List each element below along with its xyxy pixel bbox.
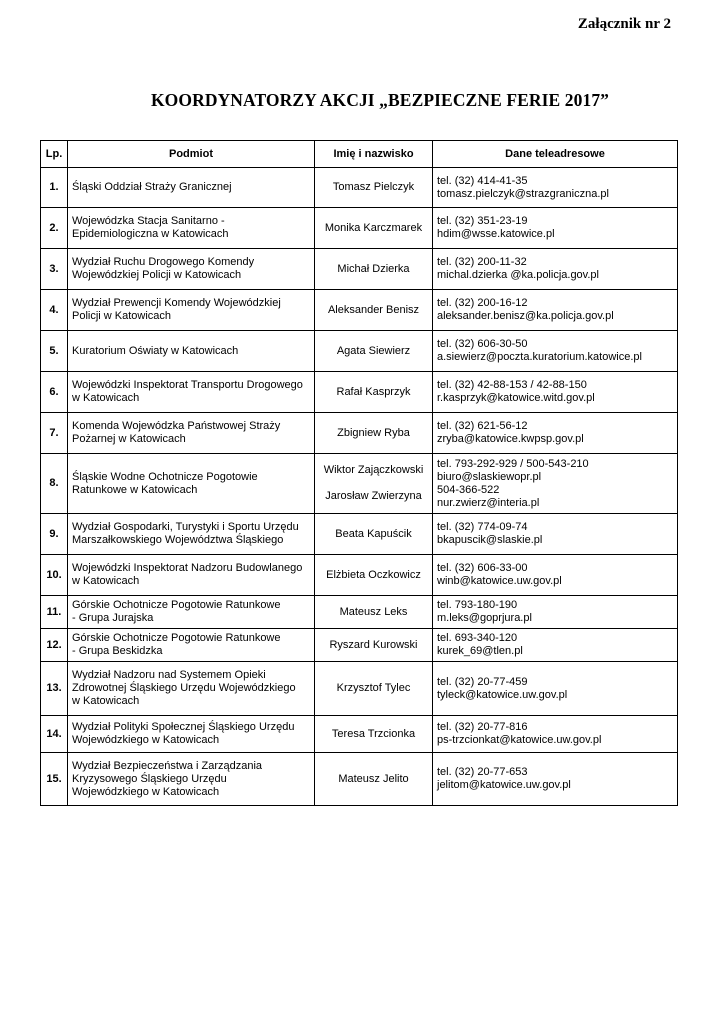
- contact-line: tel. 793-292-929 / 500-543-210: [437, 457, 589, 470]
- cell-subject: [68, 290, 315, 331]
- cell-lp: 14.: [41, 716, 68, 753]
- person-name: Tomasz Pielczyk: [332, 181, 415, 193]
- table-row: [41, 413, 678, 454]
- subject-line: Kuratorium Oświaty w Katowicach: [72, 344, 239, 357]
- contact-line: ps-trzcionkat@katowice.uw.gov.pl: [437, 734, 602, 746]
- cell-subject: [68, 454, 315, 514]
- cell-subject: [68, 716, 315, 753]
- person-name: Rafał Kasprzyk: [336, 385, 411, 398]
- subject-line: Epidemiologiczna w Katowicach: [72, 228, 229, 240]
- subject-line: Górskie Ochotnicze Pogotowie Ratunkowe: [72, 599, 281, 611]
- person-name: Zbigniew Ryba: [337, 426, 410, 439]
- cell-name: [315, 555, 433, 596]
- subject-line: Wydział Nadzoru nad Systemem Opieki: [72, 669, 266, 681]
- contact-line: m.leks@goprjura.pl: [437, 612, 532, 624]
- contact-line: tel. (32) 621-56-12: [437, 420, 528, 432]
- cell-lp: 6.: [41, 372, 68, 413]
- table-row: [41, 168, 678, 208]
- subject-line: Kryzysowego Śląskiego Urzędu: [72, 772, 227, 785]
- person-name: Monika Karczmarek: [324, 221, 423, 234]
- contact-line: tel. 693-340-120: [437, 632, 518, 644]
- cell-lp: 10.: [41, 555, 68, 596]
- subject-line: Wojewódzki Inspektorat Nadzoru Budowlanego: [72, 562, 303, 574]
- contact-line: 504-366-522: [437, 483, 500, 496]
- cell-subject: [68, 168, 315, 208]
- cell-lp: 1.: [41, 168, 68, 208]
- cell-lp: 11.: [41, 596, 68, 629]
- cell-lp: 2.: [41, 208, 68, 249]
- person-name: Michał Dzierka: [337, 262, 410, 275]
- coordinators-table: [40, 140, 678, 806]
- table-row: [41, 716, 678, 753]
- cell-contact: [433, 716, 678, 753]
- table-row: [41, 290, 678, 331]
- person-name: Aleksander Benisz: [327, 303, 420, 316]
- contact-line: tel. (32) 200-11-32: [437, 256, 527, 268]
- contact-line: kurek_69@tlen.pl: [437, 645, 523, 657]
- table-row: [41, 662, 678, 716]
- cell-name: [315, 249, 433, 290]
- cell-subject: [68, 596, 315, 629]
- subject-line: - Grupa Jurajska: [72, 612, 154, 624]
- cell-contact: [433, 514, 678, 555]
- contact-line: tel. (32) 606-33-00: [437, 562, 528, 574]
- contact-line: tel. (32) 606-30-50: [437, 338, 528, 350]
- subject-line: Wydział Ruchu Drogowego Komendy: [72, 256, 255, 268]
- contact-line: winb@katowice.uw.gov.pl: [437, 575, 562, 587]
- table-header-row: [41, 141, 678, 168]
- cell-name: [315, 413, 433, 454]
- cell-subject: [68, 753, 315, 806]
- contact-line: jelitom@katowice.uw.gov.pl: [437, 779, 571, 791]
- table-row: [41, 555, 678, 596]
- document-title: KOORDYNATORZY AKCJI „BEZPIECZNE FERIE 2017”: [150, 90, 610, 110]
- subject-line: Wojewódzkiej Policji w Katowicach: [72, 269, 242, 281]
- cell-name: [315, 596, 433, 629]
- cell-contact: [433, 168, 678, 208]
- contact-line: tel. (32) 351-23-19: [437, 215, 528, 227]
- cell-subject: [68, 514, 315, 555]
- contact-line: nur.zwierz@interia.pl: [437, 496, 540, 509]
- subject-line: w Katowicach: [72, 392, 140, 404]
- contact-line: bkapuscik@slaskie.pl: [437, 534, 543, 546]
- cell-lp: 12.: [41, 629, 68, 662]
- contact-line: zryba@katowice.kwpsp.gov.pl: [437, 433, 584, 445]
- contact-line: hdim@wsse.katowice.pl: [437, 228, 555, 240]
- table-row: [41, 372, 678, 413]
- cell-contact: [433, 249, 678, 290]
- annex-label: Załącznik nr 2: [577, 16, 671, 32]
- cell-name: [315, 168, 433, 208]
- cell-contact: [433, 596, 678, 629]
- table-row: [41, 753, 678, 806]
- contact-line: tel. (32) 20-77-816: [437, 721, 528, 733]
- header-name: Imię i nazwisko: [315, 141, 433, 168]
- person-name: Wiktor Zajączkowski: [323, 464, 424, 476]
- cell-contact: [433, 555, 678, 596]
- cell-subject: [68, 208, 315, 249]
- contact-line: a.siewierz@poczta.kuratorium.katowice.pl: [437, 351, 642, 363]
- header-subject: Podmiot: [68, 141, 315, 168]
- table-row: [41, 596, 678, 629]
- subject-line: Marszałkowskiego Województwa Śląskiego: [72, 534, 284, 546]
- cell-name: [315, 629, 433, 662]
- contact-line: tel. (32) 42-88-153 / 42-88-150: [437, 379, 587, 391]
- table-row: [41, 454, 678, 514]
- person-name: Krzysztof Tylec: [336, 682, 411, 694]
- table-row: [41, 514, 678, 555]
- table-row: [41, 249, 678, 290]
- subject-line: Wojewódzkiego w Katowicach: [72, 734, 220, 746]
- person-name: Elżbieta Oczkowicz: [326, 568, 421, 581]
- header-lp: Lp.: [41, 141, 68, 168]
- cell-lp: 7.: [41, 413, 68, 454]
- cell-subject: [68, 555, 315, 596]
- subject-line: Śląskie Wodne Ochotnicze Pogotowie: [72, 470, 258, 483]
- subject-line: Wojewódzka Stacja Sanitarno -: [72, 215, 225, 227]
- cell-subject: [68, 662, 315, 716]
- cell-contact: [433, 331, 678, 372]
- table-row: [41, 331, 678, 372]
- contact-line: tel. (32) 20-77-653: [437, 766, 528, 778]
- table-row: [41, 208, 678, 249]
- cell-lp: 4.: [41, 290, 68, 331]
- subject-line: Pożarnej w Katowicach: [72, 433, 186, 445]
- cell-subject: [68, 249, 315, 290]
- cell-name: [315, 372, 433, 413]
- cell-contact: [433, 413, 678, 454]
- cell-contact: [433, 753, 678, 806]
- contact-line: tel. 793-180-190: [437, 599, 518, 611]
- cell-lp: 3.: [41, 249, 68, 290]
- cell-name: [315, 753, 433, 806]
- table-row: [41, 629, 678, 662]
- cell-name: [315, 514, 433, 555]
- cell-lp: 5.: [41, 331, 68, 372]
- subject-line: Ratunkowe w Katowicach: [72, 483, 198, 496]
- cell-lp: 9.: [41, 514, 68, 555]
- cell-contact: [433, 208, 678, 249]
- subject-line: Wydział Polityki Społecznej Śląskiego Urzędu: [72, 721, 295, 733]
- contact-line: aleksander.benisz@ka.policja.gov.pl: [437, 310, 614, 322]
- contact-line: tel. (32) 774-09-74: [437, 521, 528, 533]
- subject-line: Śląski Oddział Straży Granicznej: [72, 181, 232, 193]
- cell-lp: 8.: [41, 454, 68, 514]
- cell-name: [315, 331, 433, 372]
- person-name: Mateusz Jelito: [338, 772, 409, 785]
- contact-line: tel. (32) 414-41-35: [437, 174, 528, 187]
- cell-contact: [433, 629, 678, 662]
- person-name: Ryszard Kurowski: [329, 638, 418, 651]
- contact-line: biuro@slaskiewopr.pl: [437, 470, 542, 483]
- contact-line: tel. (32) 200-16-12: [437, 297, 528, 309]
- cell-lp: 13.: [41, 662, 68, 716]
- table-body: [41, 168, 678, 806]
- cell-lp: 15.: [41, 753, 68, 806]
- subject-line: Komenda Wojewódzka Państwowej Straży: [72, 420, 281, 432]
- person-name: Jarosław Zwierzyna: [325, 490, 422, 502]
- cell-contact: [433, 290, 678, 331]
- subject-line: w Katowicach: [72, 575, 140, 587]
- person-name: Agata Siewierz: [336, 344, 411, 357]
- person-name: Beata Kapuścik: [335, 527, 412, 540]
- contact-line: tyleck@katowice.uw.gov.pl: [437, 688, 568, 701]
- cell-subject: [68, 372, 315, 413]
- subject-line: Wojewódzkiego w Katowicach: [72, 785, 220, 798]
- cell-subject: [68, 331, 315, 372]
- cell-contact: [433, 454, 678, 514]
- person-name: Teresa Trzcionka: [331, 727, 416, 740]
- subject-line: Policji w Katowicach: [72, 310, 172, 322]
- contact-line: michal.dzierka @ka.policja.gov.pl: [437, 269, 599, 281]
- subject-line: Wydział Gospodarki, Turystyki i Sportu Urzędu: [72, 521, 299, 533]
- cell-subject: [68, 413, 315, 454]
- person-name: Mateusz Leks: [339, 605, 408, 618]
- subject-line: Górskie Ochotnicze Pogotowie Ratunkowe: [72, 632, 281, 644]
- header-contact: Dane teleadresowe: [433, 141, 678, 168]
- cell-subject: [68, 629, 315, 662]
- subject-line: Wojewódzki Inspektorat Transportu Drogowego: [72, 379, 303, 391]
- cell-name: [315, 662, 433, 716]
- cell-name: [315, 290, 433, 331]
- cell-contact: [433, 372, 678, 413]
- subject-line: w Katowicach: [72, 695, 140, 707]
- subject-line: Wydział Prewencji Komendy Wojewódzkiej: [72, 297, 281, 309]
- subject-line: Wydział Bezpieczeństwa i Zarządzania: [72, 759, 263, 772]
- subject-line: Zdrowotnej Śląskiego Urzędu Wojewódzkiego: [72, 682, 296, 694]
- cell-name: [315, 716, 433, 753]
- contact-line: r.kasprzyk@katowice.witd.gov.pl: [437, 392, 595, 404]
- contact-line: tel. (32) 20-77-459: [437, 675, 528, 688]
- subject-line: - Grupa Beskidzka: [72, 645, 163, 657]
- cell-contact: [433, 662, 678, 716]
- cell-name: [315, 454, 433, 514]
- contact-line: tomasz.pielczyk@strazgraniczna.pl: [437, 187, 609, 200]
- cell-name: [315, 208, 433, 249]
